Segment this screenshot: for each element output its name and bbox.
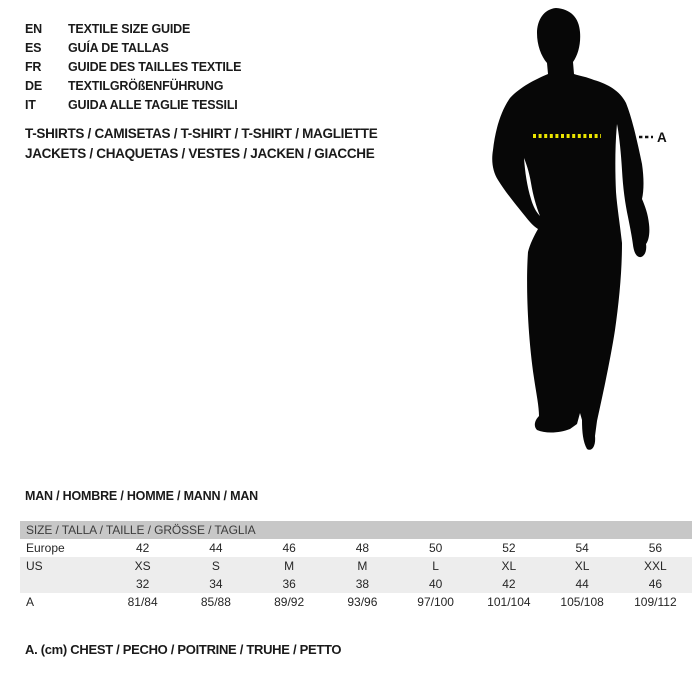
size-value: XXL bbox=[644, 559, 667, 573]
size-value: 34 bbox=[209, 577, 223, 591]
language-title: TEXTILGRÖßENFÜHRUNG bbox=[68, 79, 224, 93]
measurement-footnote: A. (cm) CHEST / PECHO / POITRINE / TRUHE / PETTO bbox=[25, 642, 342, 657]
size-value: L bbox=[432, 559, 439, 573]
size-table-row bbox=[20, 593, 692, 611]
size-value: 54 bbox=[575, 541, 589, 555]
measure-label-a: A bbox=[657, 130, 667, 145]
language-code: IT bbox=[25, 98, 36, 112]
language-code: DE bbox=[25, 79, 42, 93]
size-table-body bbox=[20, 539, 692, 611]
language-title: GUÍA DE TALLAS bbox=[68, 41, 169, 55]
size-value: 97/100 bbox=[417, 595, 454, 609]
size-value: XS bbox=[134, 559, 151, 573]
language-code: EN bbox=[25, 22, 42, 36]
figure-svg bbox=[490, 0, 700, 470]
category-list bbox=[25, 124, 377, 163]
language-title: TEXTILE SIZE GUIDE bbox=[68, 22, 191, 36]
size-value: 101/104 bbox=[487, 595, 531, 609]
size-value: XL bbox=[574, 559, 590, 573]
row-label: A bbox=[26, 595, 35, 609]
language-title: GUIDA ALLE TAGLIE TESSILI bbox=[68, 98, 238, 112]
size-value: 46 bbox=[282, 541, 296, 555]
size-table-row bbox=[20, 557, 692, 575]
size-value: 48 bbox=[355, 541, 370, 555]
size-value: 42 bbox=[502, 577, 516, 591]
size-value: 42 bbox=[135, 541, 150, 555]
size-value: 105/108 bbox=[560, 595, 604, 609]
language-code: FR bbox=[25, 60, 42, 74]
size-value: 85/88 bbox=[200, 595, 231, 609]
category-line: JACKETS / CHAQUETAS / VESTES / JACKEN / GIACCHE bbox=[25, 145, 375, 161]
size-value: 32 bbox=[135, 577, 150, 591]
section-title-man: MAN / HOMBRE / HOMME / MANN / MAN bbox=[25, 489, 258, 503]
size-value: 44 bbox=[209, 541, 223, 555]
figure-man bbox=[490, 0, 700, 470]
size-value: 93/96 bbox=[347, 595, 378, 609]
size-value: 109/112 bbox=[634, 595, 677, 609]
size-value: M bbox=[357, 559, 368, 573]
language-row bbox=[25, 77, 241, 96]
size-table-row bbox=[20, 575, 692, 593]
size-value: 81/84 bbox=[127, 595, 158, 609]
size-value: 50 bbox=[428, 541, 443, 555]
size-value: 56 bbox=[648, 541, 663, 555]
size-value: 36 bbox=[282, 577, 296, 591]
size-value: M bbox=[284, 559, 295, 573]
size-table-row bbox=[20, 539, 692, 557]
size-value: 40 bbox=[428, 577, 443, 591]
size-table-header: SIZE / TALLA / TAILLE / GRÖSSE / TAGLIA bbox=[20, 521, 692, 539]
size-value: 44 bbox=[575, 577, 589, 591]
language-row bbox=[25, 20, 241, 39]
man-silhouette bbox=[492, 8, 649, 450]
size-value: S bbox=[211, 559, 220, 573]
size-value: 38 bbox=[355, 577, 370, 591]
language-title: GUIDE DES TAILLES TEXTILE bbox=[68, 60, 242, 74]
category-line: T-SHIRTS / CAMISETAS / T-SHIRT / T-SHIRT / MAGLIETTE bbox=[25, 126, 378, 141]
size-value: 89/92 bbox=[274, 595, 305, 609]
language-list bbox=[25, 20, 241, 115]
language-row bbox=[25, 58, 241, 77]
language-code: ES bbox=[25, 41, 42, 55]
size-value: XL bbox=[501, 559, 517, 573]
row-label bbox=[20, 575, 106, 593]
row-label: Europe bbox=[26, 541, 65, 555]
language-row bbox=[25, 96, 241, 115]
language-row bbox=[25, 39, 241, 58]
size-table bbox=[20, 521, 692, 611]
row-label: US bbox=[26, 559, 43, 573]
size-value: 52 bbox=[502, 541, 516, 555]
size-value: 46 bbox=[648, 577, 663, 591]
